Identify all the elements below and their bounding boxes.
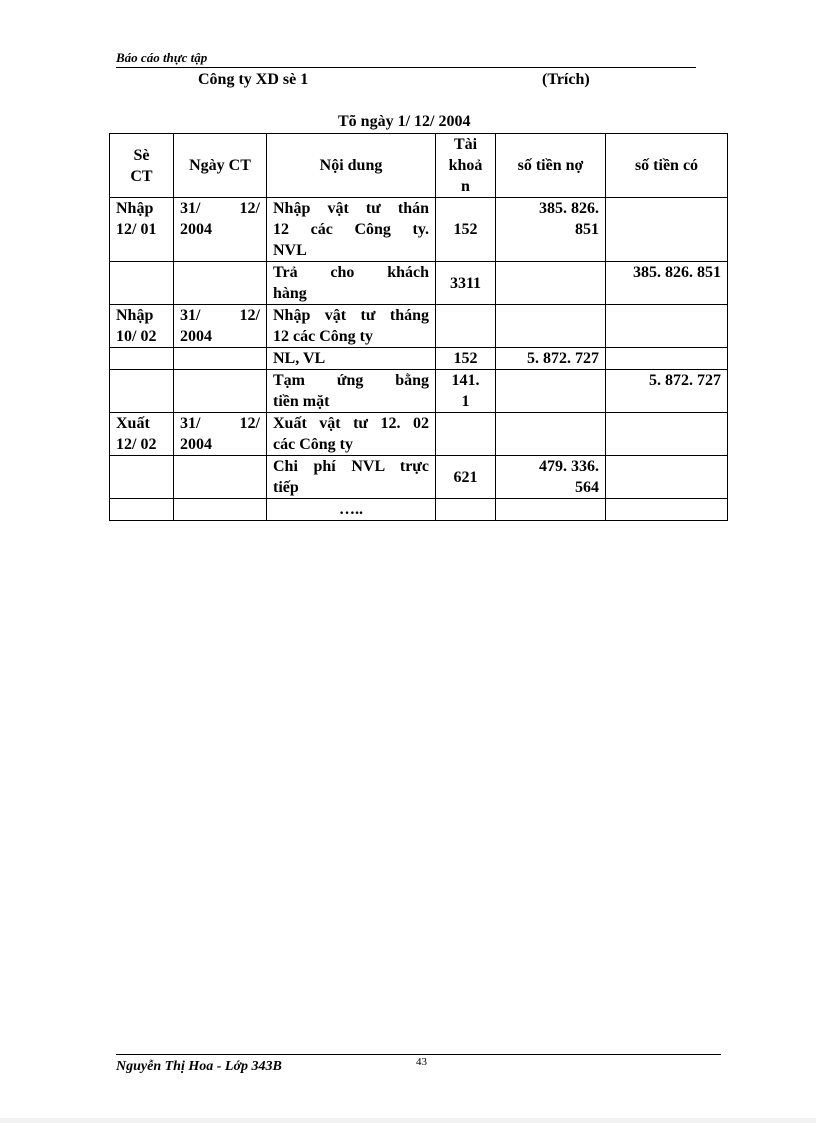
cell-line: 3311 <box>449 274 482 292</box>
header-doc-no <box>110 134 174 198</box>
table-row <box>110 305 728 348</box>
table-row <box>110 370 728 413</box>
cell-content <box>267 305 436 348</box>
cell-line: 152 <box>453 350 478 367</box>
cell-line: 10/ 02 <box>116 328 157 345</box>
company-name: Công ty XD sè 1 <box>198 71 309 88</box>
cell-date <box>174 499 267 521</box>
cell-line: tiếp <box>273 479 299 496</box>
cell-doc-no <box>110 305 174 348</box>
header-date: Ngày CT <box>174 134 267 198</box>
report-header: Báo cáo thực tập <box>116 50 208 65</box>
cell-debit <box>496 499 606 521</box>
cell-line: 141. <box>451 372 480 389</box>
cell-date <box>174 413 267 456</box>
table-row <box>110 499 728 521</box>
cell-doc-no <box>110 348 174 370</box>
cell-doc-no <box>110 262 174 305</box>
cell-account <box>436 456 496 499</box>
cell-account <box>436 305 496 348</box>
cell-credit <box>606 413 728 456</box>
cell-line: 851 <box>575 221 599 238</box>
header-credit: số tiền có <box>606 134 728 198</box>
header-doc-no-line: Sè <box>133 146 150 164</box>
header-account-line: Tài <box>453 136 478 153</box>
cell-credit <box>606 456 728 499</box>
cell-line: 564 <box>575 479 599 496</box>
cell-credit <box>606 198 728 262</box>
table-row <box>110 413 728 456</box>
cell-line: 12 các Công ty <box>273 328 373 345</box>
cell-debit <box>496 413 606 456</box>
cell-debit <box>496 262 606 305</box>
cell-credit <box>606 499 728 521</box>
cell-line: hàng <box>273 285 307 302</box>
cell-content <box>267 370 436 413</box>
cell-line: 152 <box>453 221 478 238</box>
cell-line: NL, VL <box>273 350 326 367</box>
cell-line: Xuất <box>116 415 150 432</box>
header-debit: số tiền nợ <box>496 134 606 198</box>
header-divider <box>116 67 696 68</box>
ledger-table <box>109 133 728 521</box>
cell-line: 479. 336. <box>539 458 599 475</box>
page-number: 43 <box>416 1056 427 1068</box>
header-account-line: khoả <box>448 157 483 174</box>
extract-note: (Trích) <box>542 71 590 88</box>
cell-line: Nhập vật tư tháng <box>273 307 429 324</box>
cell-date <box>174 348 267 370</box>
cell-content <box>267 262 436 305</box>
cell-line: 1 <box>461 393 470 410</box>
cell-content <box>267 198 436 262</box>
cell-line: Tạm ứng bằng <box>273 372 429 389</box>
sheet-date-title: Tõ ngày 1/ 12/ 2004 <box>338 113 471 130</box>
header-account-line: n <box>461 178 470 195</box>
cell-credit <box>606 305 728 348</box>
cell-line: Xuất vật tư 12. 02 <box>273 415 429 432</box>
cell-line: 31/ 12/ <box>180 200 260 217</box>
cell-line: 385. 826. <box>539 200 599 217</box>
table-row <box>110 262 728 305</box>
cell-debit <box>496 198 606 262</box>
header-account <box>436 134 496 198</box>
cell-line: các Công ty <box>273 436 353 453</box>
cell-line: tiền mặt <box>273 393 330 410</box>
cell-doc-no <box>110 456 174 499</box>
cell-account <box>436 262 496 305</box>
cell-line: 12/ 02 <box>116 436 157 453</box>
cell-credit <box>606 348 728 370</box>
cell-line: 5. 872. 727 <box>527 350 599 367</box>
cell-doc-no <box>110 370 174 413</box>
cell-line: 12/ 01 <box>116 221 157 238</box>
cell-line: 12 các Công ty. <box>273 221 429 238</box>
cell-doc-no <box>110 499 174 521</box>
cell-content <box>267 499 436 521</box>
cell-debit <box>496 305 606 348</box>
cell-account <box>436 499 496 521</box>
cell-doc-no <box>110 198 174 262</box>
cell-doc-no <box>110 413 174 456</box>
cell-date <box>174 198 267 262</box>
cell-debit <box>496 370 606 413</box>
cell-content <box>267 413 436 456</box>
cell-date <box>174 262 267 305</box>
cell-date <box>174 456 267 499</box>
cell-credit <box>606 370 728 413</box>
cell-line: Chi phí NVL trực <box>273 458 429 475</box>
cell-account <box>436 198 496 262</box>
cell-line: Nhập <box>116 200 154 217</box>
cell-line: 31/ 12/ <box>180 307 260 324</box>
cell-line: 31/ 12/ <box>180 415 260 432</box>
cell-credit <box>606 262 728 305</box>
cell-line: 2004 <box>180 436 212 453</box>
cell-date <box>174 370 267 413</box>
cell-account <box>436 348 496 370</box>
cell-account <box>436 413 496 456</box>
footer-author: Nguyễn Thị Hoa - Lớp 343B <box>116 1059 282 1074</box>
table-row <box>110 456 728 499</box>
cell-account <box>436 370 496 413</box>
cell-line: 621 <box>453 468 478 486</box>
cell-line: 385. 826. 851 <box>633 264 721 281</box>
table-header-row <box>110 134 728 198</box>
cell-line: Nhập <box>116 307 154 324</box>
cell-content <box>267 456 436 499</box>
table-row <box>110 348 728 370</box>
header-content: Nội dung <box>267 134 436 198</box>
cell-line: Trả cho khách <box>273 264 429 281</box>
cell-debit <box>496 348 606 370</box>
cell-date <box>174 305 267 348</box>
footer-divider <box>116 1054 721 1055</box>
cell-line: NVL <box>273 242 307 259</box>
cell-content <box>267 348 436 370</box>
cell-line: 2004 <box>180 328 212 345</box>
cell-line: Nhập vật tư thán <box>273 200 429 217</box>
cell-line: 5. 872. 727 <box>649 372 721 389</box>
cell-debit <box>496 456 606 499</box>
cell-line: ….. <box>339 501 363 518</box>
table-row <box>110 198 728 262</box>
header-doc-no-line: CT <box>130 167 153 185</box>
cell-line: 2004 <box>180 221 212 238</box>
page-bottom-edge <box>0 1118 816 1123</box>
